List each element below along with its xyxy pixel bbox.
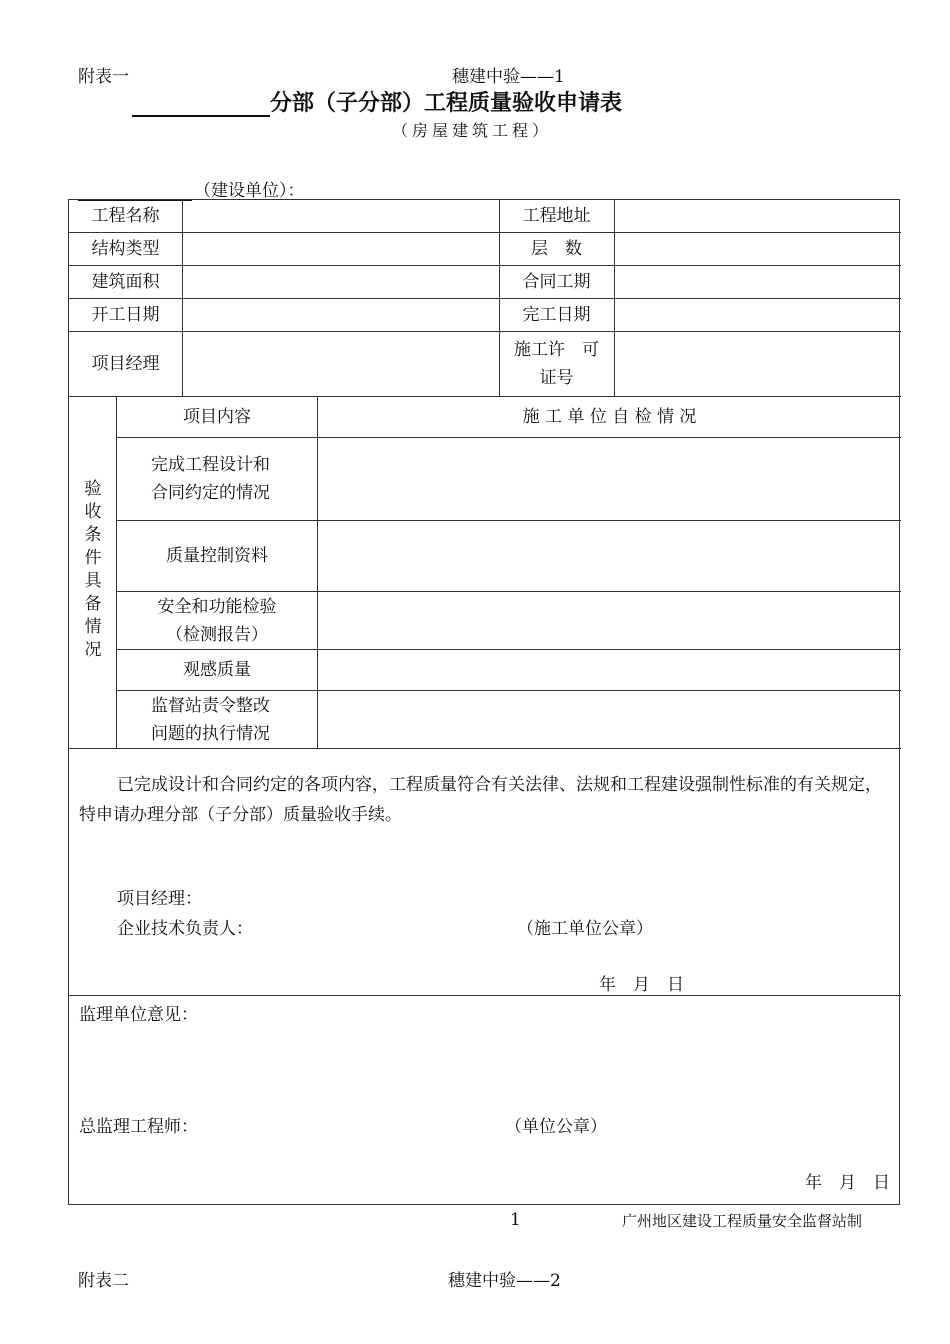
condition-item-design-line2: 合同约定的情况 — [151, 483, 270, 503]
next-form-code: 穗建中验——2 — [448, 1271, 561, 1291]
condition-item-safety-line1: 安全和功能检验 — [157, 596, 277, 617]
floor-area-label: 建筑面积 — [91, 272, 160, 292]
declaration-text: 已完成设计和合同约定的各项内容，工程质量符合有关法律、法规和工程建设强制性标准的有关规定，特申请办理分部（子分部）质量验收手续。 — [79, 775, 882, 825]
col-item-header: 项目内容 — [183, 407, 251, 427]
contract-period-label: 合同工期 — [522, 272, 591, 292]
condition-item-design-line1: 完成工程设计和 — [151, 455, 270, 475]
supervision-opinion-label: 监理单位意见： — [79, 1005, 198, 1025]
permit-number-label — [499, 332, 614, 396]
contract-period-field[interactable] — [615, 266, 901, 298]
condition-item-design — [117, 438, 351, 520]
form-title — [132, 86, 622, 117]
col-check-header: 施 工 单 位 自 检 情 况 — [522, 407, 697, 427]
form-subtitle: （房屋建筑工程） — [392, 121, 553, 140]
condition-check-appearance[interactable] — [318, 650, 901, 690]
supervision-date: 年 月 日 — [805, 1173, 890, 1193]
condition-check-design[interactable] — [318, 438, 901, 520]
form-title-text: 分部（子分部）工程质量验收申请表 — [270, 91, 623, 116]
start-date-label: 开工日期 — [91, 305, 160, 325]
condition-item-rectification — [117, 691, 351, 748]
condition-item-safety — [117, 592, 317, 649]
project-address-field[interactable] — [615, 200, 901, 232]
next-annex-label: 附表二 — [78, 1271, 129, 1291]
floors-label: 层 数 — [531, 239, 582, 259]
project-name-label: 工程名称 — [91, 206, 160, 226]
floors-field[interactable] — [615, 233, 901, 265]
project-manager-field[interactable] — [183, 332, 499, 396]
conditions-side-label: 验收条件具备情况 — [84, 479, 102, 660]
declaration-date: 年 月 日 — [599, 975, 684, 995]
start-date-field[interactable] — [183, 299, 499, 331]
permit-number-label-line2: 证号 — [539, 368, 574, 388]
condition-item-appearance: 观感质量 — [183, 660, 251, 680]
finish-date-field[interactable] — [615, 299, 901, 331]
condition-item-rectification-line1: 监督站责令整改 — [151, 695, 270, 716]
condition-item-safety-line2: （检测报告） — [166, 624, 268, 645]
condition-check-quality-docs[interactable] — [318, 521, 901, 591]
floor-area-field[interactable] — [183, 266, 499, 298]
condition-item-quality-docs: 质量控制资料 — [166, 546, 268, 566]
condition-item-rectification-line2: 问题的执行情况 — [151, 723, 270, 744]
permit-number-label-line1: 施工许 可 — [514, 340, 599, 360]
annex-label: 附表一 — [78, 67, 129, 87]
condition-check-rectification[interactable] — [318, 691, 901, 748]
tech-lead-signature-label: 企业技术负责人： — [117, 919, 253, 939]
form-code: 穗建中验——1 — [452, 67, 565, 87]
project-name-field[interactable] — [183, 200, 499, 232]
structure-type-label: 结构类型 — [91, 239, 160, 259]
project-name-blank[interactable] — [132, 91, 270, 117]
structure-type-field[interactable] — [183, 233, 499, 265]
project-address-label: 工程地址 — [522, 206, 591, 226]
chief-engineer-label: 总监理工程师： — [79, 1117, 198, 1137]
page-number: 1 — [510, 1210, 521, 1230]
acceptance-form — [68, 199, 900, 1205]
permit-number-field[interactable] — [615, 332, 901, 396]
pm-signature-label: 项目经理： — [117, 889, 202, 909]
finish-date-label: 完工日期 — [522, 305, 591, 325]
owner-line — [78, 176, 305, 201]
contractor-seal: （施工单位公章） — [517, 919, 653, 939]
condition-check-safety[interactable] — [318, 592, 901, 649]
project-manager-label: 项目经理 — [91, 354, 160, 374]
owner-label: （建设单位）： — [194, 181, 305, 201]
issuer: 广州地区建设工程质量安全监督站制 — [622, 1212, 863, 1230]
supervision-seal: （单位公章） — [505, 1117, 607, 1137]
